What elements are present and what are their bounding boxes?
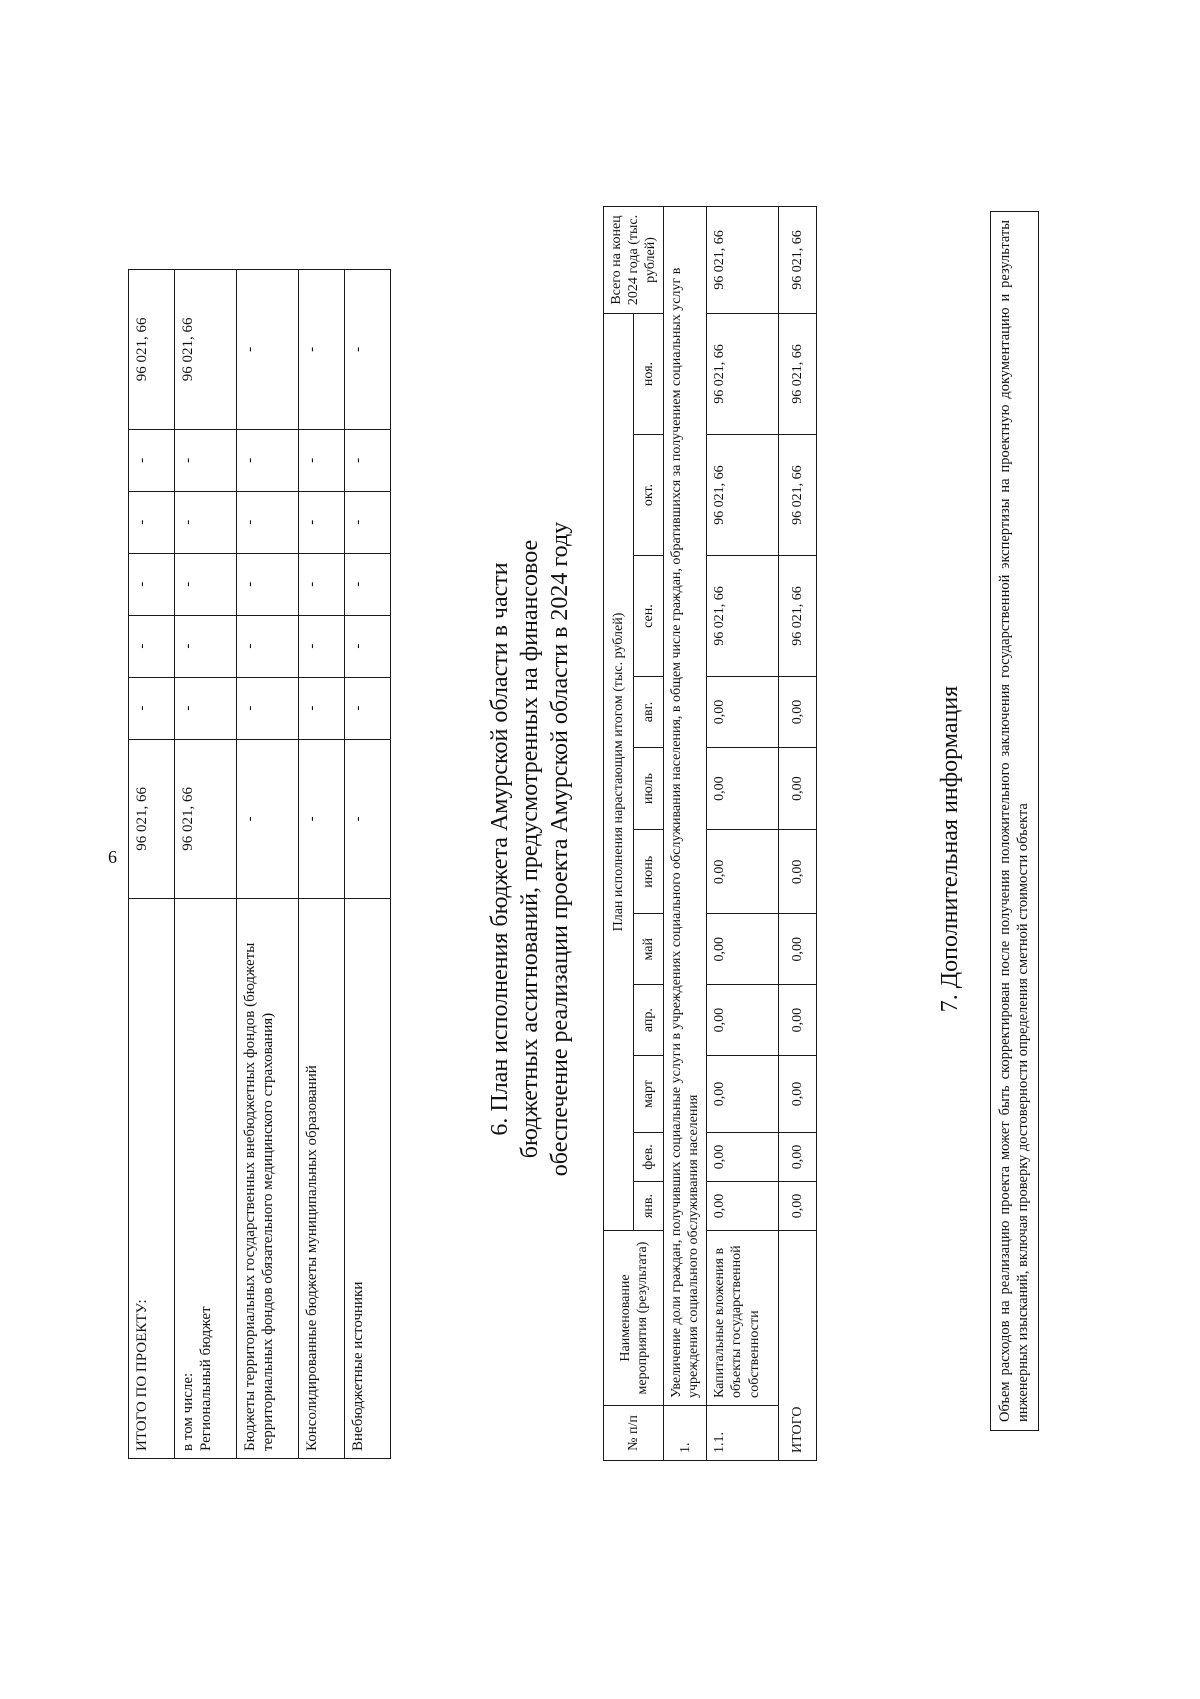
total-label: ИТОГО xyxy=(779,1231,817,1461)
cell-value: - xyxy=(299,491,345,553)
row-label: Консолидированные бюджеты муниципальных образований xyxy=(299,899,345,1459)
cell-value: - xyxy=(237,677,299,739)
cell-value: - xyxy=(237,615,299,677)
cell-value: 96 021, 66 xyxy=(175,739,237,899)
cell-value: 0,00 xyxy=(779,677,817,748)
row-name: Капитальные вложения в объекты государственной собственности xyxy=(707,1231,779,1406)
cell-value: 96 021, 66 xyxy=(175,270,237,430)
cell-value: 0,00 xyxy=(779,1133,817,1182)
cell-value: 0,00 xyxy=(779,1056,817,1133)
cell-value: 0,00 xyxy=(707,1056,779,1133)
row-label: Внебюджетные источники xyxy=(345,899,391,1459)
header-total: Всего на конец 2024 года (тыс. рублей) xyxy=(604,207,664,314)
row-label: ИТОГО ПО ПРОЕКТУ: xyxy=(129,899,175,1459)
cell-value: - xyxy=(175,429,237,491)
cell-value: - xyxy=(129,553,175,615)
cell-value: - xyxy=(299,615,345,677)
table-row xyxy=(299,270,345,1459)
row-label: в том числе: Региональный бюджет xyxy=(175,899,237,1459)
header-name: Наименование мероприятия (результата) xyxy=(604,1231,664,1406)
cell-value: - xyxy=(345,429,391,491)
section-6-title-line: бюджетных ассигнований, предусмотренных на финансовое xyxy=(517,539,543,1159)
header-row xyxy=(604,207,634,1461)
cell-value: - xyxy=(129,615,175,677)
row-label: Бюджеты территориальных государственных внебюджетных фондов (бюджеты территориальных фондов обязательного медицинского страхования) xyxy=(237,899,299,1459)
header-month: авг. xyxy=(634,677,664,748)
cell-value: 96 021, 66 xyxy=(779,435,817,556)
header-month: июль xyxy=(634,747,664,829)
cell-value: 0,00 xyxy=(779,830,817,914)
additional-info-text: Объем расходов на реализацию проекта может быть скорректирован после получения положительного заключения государственной экспертизы на проектную документацию и результаты инженерных изысканий, включая проверку достоверности определения сметной стоимости объекта xyxy=(991,212,1039,1431)
cell-value: 96 021, 66 xyxy=(707,556,779,677)
finance-sources-table xyxy=(128,269,391,1459)
cell-value: - xyxy=(175,615,237,677)
cell-value: - xyxy=(345,677,391,739)
cell-value: 96 021, 66 xyxy=(129,270,175,430)
cell-value: - xyxy=(345,615,391,677)
cell-value: - xyxy=(345,739,391,899)
cell-value: - xyxy=(129,491,175,553)
result-text: Увеличение доли граждан, получивших социальные услуги в учреждениях социального обслуживания населения, в общем числе граждан, обратившихся за получением социальных услуг в учреждения социального обслуживания населения xyxy=(664,207,707,1406)
cell-value: 0,00 xyxy=(707,985,779,1056)
cell-value: 96 021, 66 xyxy=(707,314,779,435)
cell-value: - xyxy=(299,677,345,739)
header-month: янв. xyxy=(634,1182,664,1231)
cell-value: - xyxy=(237,491,299,553)
section-6-title xyxy=(485,339,575,1359)
table-row xyxy=(175,270,237,1459)
cell-total: 96 021, 66 xyxy=(707,207,779,314)
cell-value: - xyxy=(237,429,299,491)
cell-value: - xyxy=(237,270,299,430)
info-row xyxy=(991,212,1039,1431)
total-row xyxy=(779,207,817,1461)
table-row xyxy=(129,270,175,1459)
additional-info-box xyxy=(990,211,1039,1431)
row-num: 1.1. xyxy=(707,1406,779,1461)
section-6-title-line: обеспечение реализации проекта Амурской области в 2024 году xyxy=(547,521,573,1177)
cell-value: - xyxy=(345,553,391,615)
cell-value: - xyxy=(237,739,299,899)
cell-value: 96 021, 66 xyxy=(129,739,175,899)
cell-value: 0,00 xyxy=(707,677,779,748)
cell-value: - xyxy=(299,739,345,899)
header-month: фев. xyxy=(634,1133,664,1182)
header-month: май xyxy=(634,914,664,985)
cell-value: 0,00 xyxy=(707,1133,779,1182)
cell-value: 0,00 xyxy=(779,914,817,985)
header-num: № п/п xyxy=(604,1406,664,1461)
cell-total: 96 021, 66 xyxy=(779,207,817,314)
table-row xyxy=(237,270,299,1459)
result-row xyxy=(664,207,707,1461)
cell-value: 96 021, 66 xyxy=(707,435,779,556)
header-month: сен. xyxy=(634,556,664,677)
cell-value: 0,00 xyxy=(707,830,779,914)
table-row xyxy=(707,207,779,1461)
header-month: окт. xyxy=(634,435,664,556)
cell-value: - xyxy=(175,677,237,739)
cell-value: - xyxy=(237,553,299,615)
cell-value: - xyxy=(345,270,391,430)
table-row xyxy=(345,270,391,1459)
cell-value: 0,00 xyxy=(779,1182,817,1231)
section-6-title-line: 6. План исполнения бюджета Амурской области в части xyxy=(487,562,513,1136)
cell-value: - xyxy=(299,429,345,491)
cell-value: 0,00 xyxy=(707,747,779,829)
cell-value: - xyxy=(175,553,237,615)
header-month: апр. xyxy=(634,985,664,1056)
cell-value: 0,00 xyxy=(707,914,779,985)
section-7-title: 7. Дополнительная информация xyxy=(937,685,963,1013)
cell-value: 0,00 xyxy=(779,747,817,829)
page-number: 6 xyxy=(108,847,117,867)
header-month: март xyxy=(634,1056,664,1133)
header-month: ноя. xyxy=(634,314,664,435)
cell-value: - xyxy=(345,491,391,553)
cell-value: 0,00 xyxy=(707,1182,779,1231)
result-num: 1. xyxy=(664,1406,707,1461)
header-plan: План исполнения нарастающим итогом (тыс. рублей) xyxy=(604,314,634,1231)
cell-value: - xyxy=(129,429,175,491)
header-month: июнь xyxy=(634,830,664,914)
cell-value: - xyxy=(129,677,175,739)
cell-value: 96 021, 66 xyxy=(779,556,817,677)
cell-value: 96 021, 66 xyxy=(779,314,817,435)
cell-value: - xyxy=(299,270,345,430)
cell-value: - xyxy=(299,553,345,615)
cell-value: 0,00 xyxy=(779,985,817,1056)
cell-value: - xyxy=(175,491,237,553)
budget-plan-table xyxy=(603,206,817,1461)
